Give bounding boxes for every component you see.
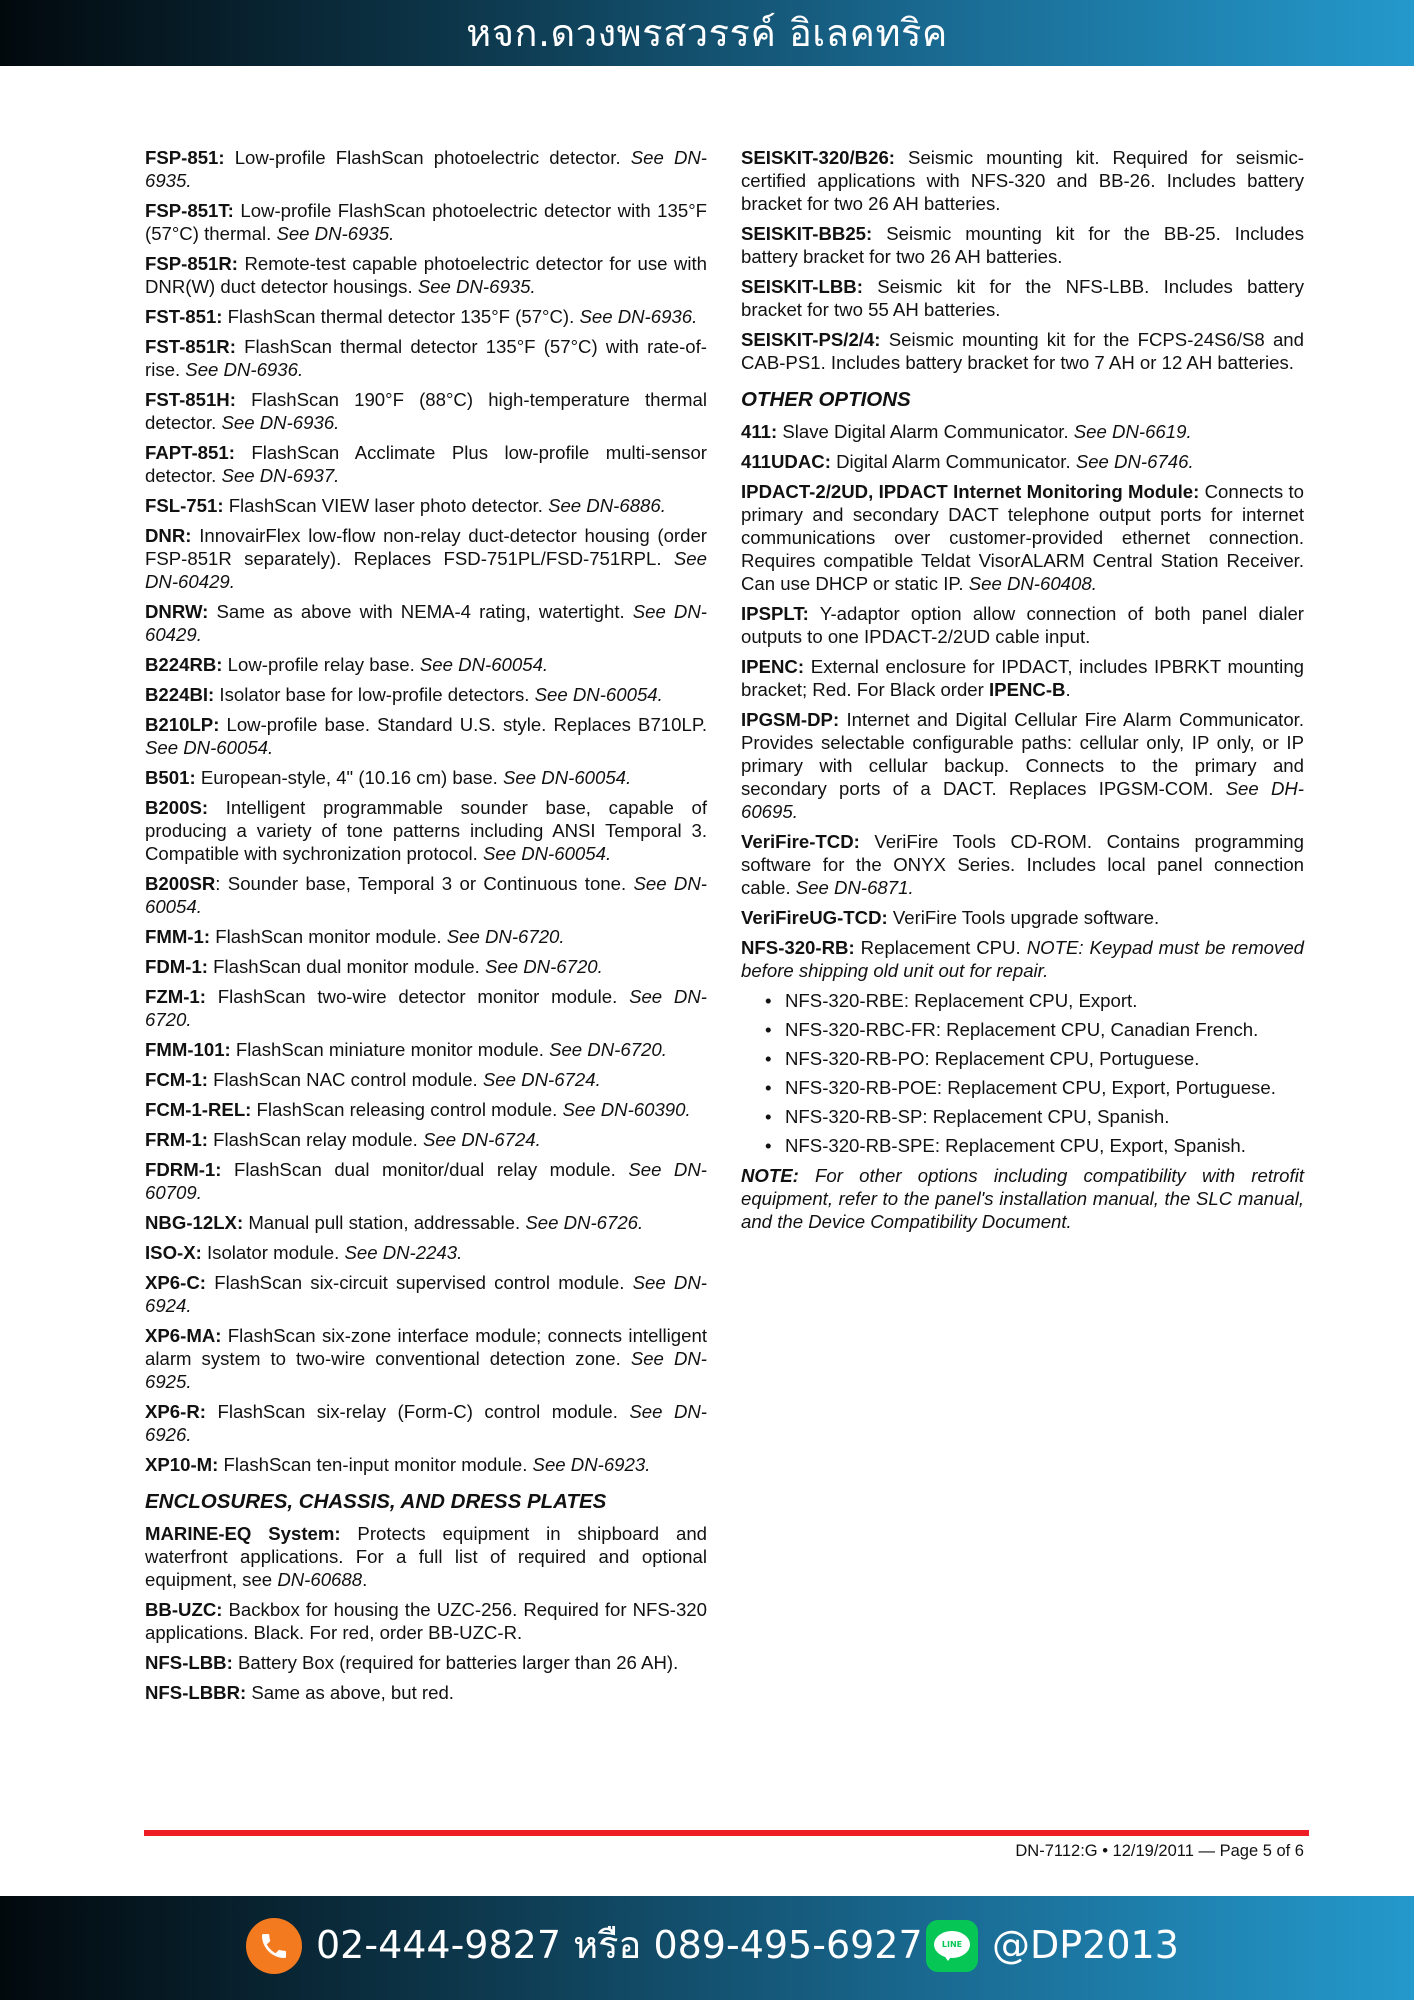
spec-entry xyxy=(741,602,1304,648)
spec-entry xyxy=(145,985,707,1031)
entry-text: European-style, 4" (10.16 cm) base. xyxy=(195,767,504,788)
spec-entry xyxy=(741,420,1304,443)
entry-reference: See DN-6935. xyxy=(276,223,395,244)
entry-reference: See DN-6936. xyxy=(221,412,340,433)
entry-code: FSP-851T: xyxy=(145,200,234,221)
spec-entry xyxy=(145,146,707,192)
entry-code: NBG-12LX: xyxy=(145,1212,244,1233)
entry-text: InnovairFlex low-flow non-relay duct-detector housing (order FSP-851R separately). Replaces FSD-751PL/FSD-751RPL. xyxy=(145,525,707,569)
entry-code: SEISKIT-320/B26: xyxy=(741,147,895,168)
entry-code: ISO-X: xyxy=(145,1242,202,1263)
spec-entry xyxy=(741,328,1304,374)
entry-text: Protects equipment in shipboard and waterfront applications. For a full list of required and optional equipment, see xyxy=(145,1523,708,1590)
entry-code: B224BI: xyxy=(145,684,215,705)
entry-reference: See DN-6726. xyxy=(525,1212,644,1233)
entry-text: FlashScan 190°F (88°C) high-temperature thermal detector. xyxy=(145,389,707,433)
list-item: • NFS-320-RBC-FR: Replacement CPU, Canadian French. xyxy=(741,1018,1304,1041)
spec-entry xyxy=(145,1522,707,1591)
entry-code: B200SR xyxy=(145,873,216,894)
entry-code: SEISKIT-BB25: xyxy=(741,223,873,244)
spec-entry xyxy=(145,955,707,978)
spec-entry xyxy=(145,925,707,948)
entry-text: FlashScan two-wire detector monitor module. xyxy=(205,986,630,1007)
line-icon-tail xyxy=(943,1954,953,1961)
entry-code: IPGSM-DP: xyxy=(741,709,840,730)
entry-text: FlashScan NAC control module. xyxy=(208,1069,483,1090)
entry-code: FAPT-851: xyxy=(145,442,235,463)
entry-code: DNRW: xyxy=(145,601,209,622)
entry-code: NFS-320-RB: xyxy=(741,937,855,958)
spec-entry xyxy=(145,1271,707,1317)
entry-text: VeriFire Tools upgrade software. xyxy=(887,907,1160,928)
entry-text: FlashScan six-relay (Form-C) control module. xyxy=(205,1401,630,1422)
spec-entry xyxy=(741,222,1304,268)
entry-text: Same as above with NEMA-4 rating, watertight. xyxy=(208,601,633,622)
entry-reference: See DH-60695. xyxy=(741,778,1304,822)
spec-entry xyxy=(145,1324,707,1393)
entry-text: Low-profile relay base. xyxy=(222,654,420,675)
entry-code: FSP-851: xyxy=(145,147,225,168)
entry-code: VeriFire-TCD: xyxy=(741,831,860,852)
right-entries-b xyxy=(741,420,1304,982)
entry-text: Seismic mounting kit for the FCPS-24S6/S8 and CAB-PS1. Includes battery bracket for two 7 AH or 12 AH batteries. xyxy=(741,329,1304,373)
entry-text: Replacement CPU. xyxy=(854,937,1027,958)
entry-text: Digital Alarm Communicator. xyxy=(830,451,1076,472)
spec-entry xyxy=(145,600,707,646)
entry-reference: See DN-60408. xyxy=(968,573,1097,594)
entry-code: SEISKIT-LBB: xyxy=(741,276,863,297)
entry-text: Isolator base for low-profile detectors. xyxy=(214,684,535,705)
entry-text: FlashScan monitor module. xyxy=(210,926,447,947)
entry-reference: See DN-60054. xyxy=(419,654,549,675)
spec-entry xyxy=(145,388,707,434)
spec-entry xyxy=(741,275,1304,321)
entry-text: Y-adaptor option allow connection of both panel dialer outputs to one IPDACT-2/2UD cable input. xyxy=(741,603,1304,647)
entry-text: Slave Digital Alarm Communicator. xyxy=(777,421,1074,442)
entry-text: FlashScan VIEW laser photo detector. xyxy=(223,495,549,516)
entry-code: FDRM-1: xyxy=(145,1159,222,1180)
contact-phone[interactable]: 02-444-9827 หรือ 089-495-6927 xyxy=(316,1923,923,1967)
left-column xyxy=(145,146,707,1711)
entry-reference: See DN-6720. xyxy=(145,986,707,1030)
entry-code: BB-UZC: xyxy=(145,1599,223,1620)
spec-entry xyxy=(741,708,1304,823)
entry-code: XP10-M: xyxy=(145,1454,219,1475)
entry-reference: See DN-60054. xyxy=(534,684,663,705)
note-label: NOTE: xyxy=(741,1165,799,1186)
entry-code: FCM-1: xyxy=(145,1069,208,1090)
entry-text: FlashScan six-zone interface module; connects intelligent alarm system to two-wire conventional detection zone. xyxy=(145,1325,707,1369)
entry-code: B501: xyxy=(145,767,196,788)
entry-text: FlashScan dual monitor/dual relay module. xyxy=(221,1159,629,1180)
entry-code: 411UDAC: xyxy=(741,451,831,472)
entry-code: SEISKIT-PS/2/4: xyxy=(741,329,881,350)
spec-entry xyxy=(145,199,707,245)
entry-text: Battery Box (required for batteries larger than 26 AH). xyxy=(232,1652,679,1673)
entry-code: IPSPLT: xyxy=(741,603,809,624)
list-item: • NFS-320-RB-SPE: Replacement CPU, Export, Spanish. xyxy=(741,1134,1304,1157)
entry-text: FlashScan relay module. xyxy=(208,1129,423,1150)
entry-code: IPDACT-2/2UD, IPDACT Internet Monitoring Module: xyxy=(741,481,1200,502)
entry-reference: See DN-6619. xyxy=(1073,421,1192,442)
entry-text: Isolator module. xyxy=(201,1242,345,1263)
note-text: For other options including compatibility with retrofit equipment, refer to the panel's installation manual, the SLC manual, and the Device Compatibility Document. xyxy=(741,1165,1304,1232)
entry-reference: See DN-60429. xyxy=(145,601,707,645)
entry-code: FZM-1: xyxy=(145,986,206,1007)
spec-entry xyxy=(145,1681,707,1704)
entry-reference: DN-60688 xyxy=(277,1569,363,1590)
phone-icon xyxy=(246,1918,302,1974)
entry-code: XP6-MA: xyxy=(145,1325,222,1346)
entry-reference: See DN-6936. xyxy=(185,359,304,380)
entry-code: XP6-C: xyxy=(145,1272,206,1293)
footer-divider xyxy=(144,1830,1309,1836)
spec-entry xyxy=(741,906,1304,929)
entry-text: FlashScan thermal detector 135°F (57°C). xyxy=(222,306,580,327)
spec-entry xyxy=(145,766,707,789)
line-icon-label: LINE xyxy=(934,1931,970,1958)
spec-entry xyxy=(145,1128,707,1151)
entry-reference: See DN-6935. xyxy=(417,276,536,297)
entry-code: VeriFireUG-TCD: xyxy=(741,907,888,928)
entry-reference: See DN-60429. xyxy=(145,548,707,592)
entry-text: Seismic kit for the NFS-LBB. Includes battery bracket for two 55 AH batteries. xyxy=(741,276,1304,320)
right-entries-a xyxy=(741,146,1304,374)
entry-reference: See DN-60054. xyxy=(145,873,707,917)
entry-reference: See DN-6720. xyxy=(549,1039,667,1060)
list-item: • NFS-320-RB-SP: Replacement CPU, Spanish. xyxy=(741,1105,1304,1128)
entry-code: B200S: xyxy=(145,797,209,818)
list-item: • NFS-320-RBE: Replacement CPU, Export. xyxy=(741,989,1304,1012)
spec-entry xyxy=(145,713,707,759)
entry-text: Seismic mounting kit for the BB-25. Includes battery bracket for two 26 AH batteries. xyxy=(741,223,1304,267)
entry-code: FMM-1: xyxy=(145,926,211,947)
company-title: หจก.ดวงพรสวรรค์ อิเลคทริค xyxy=(466,11,948,55)
entry-code: MARINE-EQ System: xyxy=(145,1523,341,1544)
entry-text: FlashScan Acclimate Plus low-profile multi-sensor detector. xyxy=(145,442,707,486)
entry-code: FDM-1: xyxy=(145,956,208,977)
entry-text: FlashScan dual monitor module. xyxy=(208,956,485,977)
entry-reference: See DN-2243. xyxy=(344,1242,463,1263)
entry-reference: See DN-6924. xyxy=(145,1272,707,1316)
entry-code: B224RB: xyxy=(145,654,223,675)
document-reference: DN-7112:G • 12/19/2011 — Page 5 of 6 xyxy=(1015,1842,1304,1860)
spec-entry xyxy=(145,305,707,328)
line-id[interactable]: @DP2013 xyxy=(992,1923,1179,1967)
entry-code: NFS-LBBR: xyxy=(145,1682,247,1703)
entry-text: Remote-test capable photoelectric detector for use with DNR(W) duct detector housings. xyxy=(145,253,707,297)
list-item: • NFS-320-RB-PO: Replacement CPU, Portuguese. xyxy=(741,1047,1304,1070)
entry-text: Connects to primary and secondary DACT telephone output ports for internet communications over customer-provided ethernet connection. Requires compatible Teldat VisorALARM Central Station Receiver. Can use DHCP or static IP. xyxy=(741,481,1304,594)
spec-entry xyxy=(145,1400,707,1446)
entry-text: FlashScan thermal detector 135°F (57°C) with rate-of-rise. xyxy=(145,336,707,380)
spec-entry xyxy=(145,441,707,487)
entry-code: FCM-1-REL: xyxy=(145,1099,252,1120)
entry-text: Low-profile FlashScan photoelectric detector with 135°F (57°C) thermal. xyxy=(145,200,707,244)
entry-reference: See DN-6937. xyxy=(221,465,340,486)
spec-entry xyxy=(741,146,1304,215)
entry-text: Low-profile FlashScan photoelectric detector. xyxy=(224,147,631,168)
entry-code: FST-851: xyxy=(145,306,223,327)
entry-code: FST-851R: xyxy=(145,336,236,357)
entry-tail: . xyxy=(1065,679,1071,700)
entry-text: FlashScan ten-input monitor module. xyxy=(218,1454,533,1475)
entry-code: NFS-LBB: xyxy=(145,1652,233,1673)
entry-reference: See DN-6746. xyxy=(1075,451,1194,472)
entry-text: Low-profile base. Standard U.S. style. Replaces B710LP. xyxy=(219,714,707,735)
replacement-cpu-list xyxy=(741,989,1304,1157)
spec-entry xyxy=(145,1211,707,1234)
entry-reference: See DN-6935. xyxy=(145,147,707,191)
spec-entry xyxy=(741,480,1304,595)
spec-entry xyxy=(145,1453,707,1476)
entry-reference: See DN-60054. xyxy=(503,767,632,788)
spec-entry xyxy=(145,1158,707,1204)
entry-code: XP6-R: xyxy=(145,1401,206,1422)
entry-text: Seismic mounting kit. Required for seismic-certified applications with NFS-320 and BB-26. Includes battery bracket for two 26 AH batteries. xyxy=(741,147,1304,214)
entry-code: FMM-101: xyxy=(145,1039,231,1060)
spec-entry xyxy=(145,1598,707,1644)
entry-reference: See DN-6926. xyxy=(145,1401,707,1445)
list-item: • NFS-320-RB-POE: Replacement CPU, Export, Portuguese. xyxy=(741,1076,1304,1099)
entry-text: FlashScan six-circuit supervised control module. xyxy=(205,1272,633,1293)
entry-reference: See DN-60709. xyxy=(145,1159,707,1203)
spec-entry xyxy=(741,830,1304,899)
entry-code: FRM-1: xyxy=(145,1129,208,1150)
entry-tail: . xyxy=(362,1569,368,1590)
entry-text: Backbox for housing the UZC-256. Required for NFS-320 applications. Black. For red, order BB-UZC-R. xyxy=(145,1599,707,1643)
entry-reference: See DN-6720. xyxy=(484,956,603,977)
section-title-other-options: OTHER OPTIONS xyxy=(741,388,911,411)
note-paragraph xyxy=(741,1164,1304,1233)
entry-text: External enclosure for IPDACT, includes IPBRKT mounting bracket; Red. For Black order xyxy=(741,656,1304,700)
spec-entry xyxy=(145,1241,707,1264)
spec-entry xyxy=(741,655,1304,701)
entry-text: Same as above, but red. xyxy=(246,1682,454,1703)
spec-entry xyxy=(145,252,707,298)
spec-entry xyxy=(145,1651,707,1674)
spec-entry xyxy=(145,653,707,676)
entry-reference: NOTE: Keypad must be removed before shipping old unit out for repair. xyxy=(741,937,1305,981)
spec-entry xyxy=(145,1068,707,1091)
spec-entry xyxy=(145,494,707,517)
spec-entry xyxy=(145,872,707,918)
entry-code-tail: IPENC-B xyxy=(989,679,1066,700)
spec-entry xyxy=(741,450,1304,473)
entry-reference: See DN-60054. xyxy=(145,737,274,758)
left-entries-b xyxy=(145,1522,707,1704)
spec-entry xyxy=(145,796,707,865)
entry-reference: See DN-6720. xyxy=(446,926,565,947)
entry-code: B210LP: xyxy=(145,714,220,735)
entry-reference: See DN-6886. xyxy=(548,495,666,516)
line-icon xyxy=(926,1920,978,1972)
entry-reference: See DN-6923. xyxy=(532,1454,651,1475)
entry-reference: See DN-6871. xyxy=(795,877,914,898)
left-entries-a xyxy=(145,146,707,1476)
entry-reference: See DN-6925. xyxy=(145,1348,707,1392)
entry-text: VeriFire Tools CD-ROM. Contains programming software for the ONYX Series. Includes local panel connection cable. xyxy=(741,831,1304,898)
entry-code: FST-851H: xyxy=(145,389,236,410)
spec-entry xyxy=(145,1038,707,1061)
entry-reference: See DN-60054. xyxy=(482,843,612,864)
spec-entry xyxy=(145,683,707,706)
entry-code: FSL-751: xyxy=(145,495,224,516)
spec-entry xyxy=(145,335,707,381)
spec-entry xyxy=(741,936,1304,982)
entry-code: DNR: xyxy=(145,525,192,546)
entry-text: Internet and Digital Cellular Fire Alarm Communicator. Provides selectable configurable paths: cellular only, IP only, or IP primary with cellular backup. Connects to the primary and secondary ports of a DACT. Replaces IPGSM-COM. xyxy=(741,709,1304,799)
entry-text: FlashScan miniature monitor module. xyxy=(230,1039,550,1060)
top-banner xyxy=(0,0,1414,66)
spec-entry xyxy=(145,1098,707,1121)
entry-text: Intelligent programmable sounder base, capable of producing a variety of tone patterns including ANSI Temporal 3. Compatible with sychronization protocol. xyxy=(145,797,707,864)
entry-text: Manual pull station, addressable. xyxy=(243,1212,526,1233)
spec-entry xyxy=(145,524,707,593)
entry-code: IPENC: xyxy=(741,656,805,677)
entry-reference: See DN-6936. xyxy=(579,306,698,327)
entry-reference: See DN-6724. xyxy=(482,1069,601,1090)
entry-text: : Sounder base, Temporal 3 or Continuous tone. xyxy=(215,873,634,894)
entry-text: FlashScan releasing control module. xyxy=(251,1099,563,1120)
section-title-enclosures: ENCLOSURES, CHASSIS, AND DRESS PLATES xyxy=(145,1490,607,1513)
entry-reference: See DN-60390. xyxy=(562,1099,691,1120)
entry-code: FSP-851R: xyxy=(145,253,238,274)
right-column xyxy=(741,146,1304,1240)
entry-code: 411: xyxy=(741,421,778,442)
entry-reference: See DN-6724. xyxy=(422,1129,541,1150)
